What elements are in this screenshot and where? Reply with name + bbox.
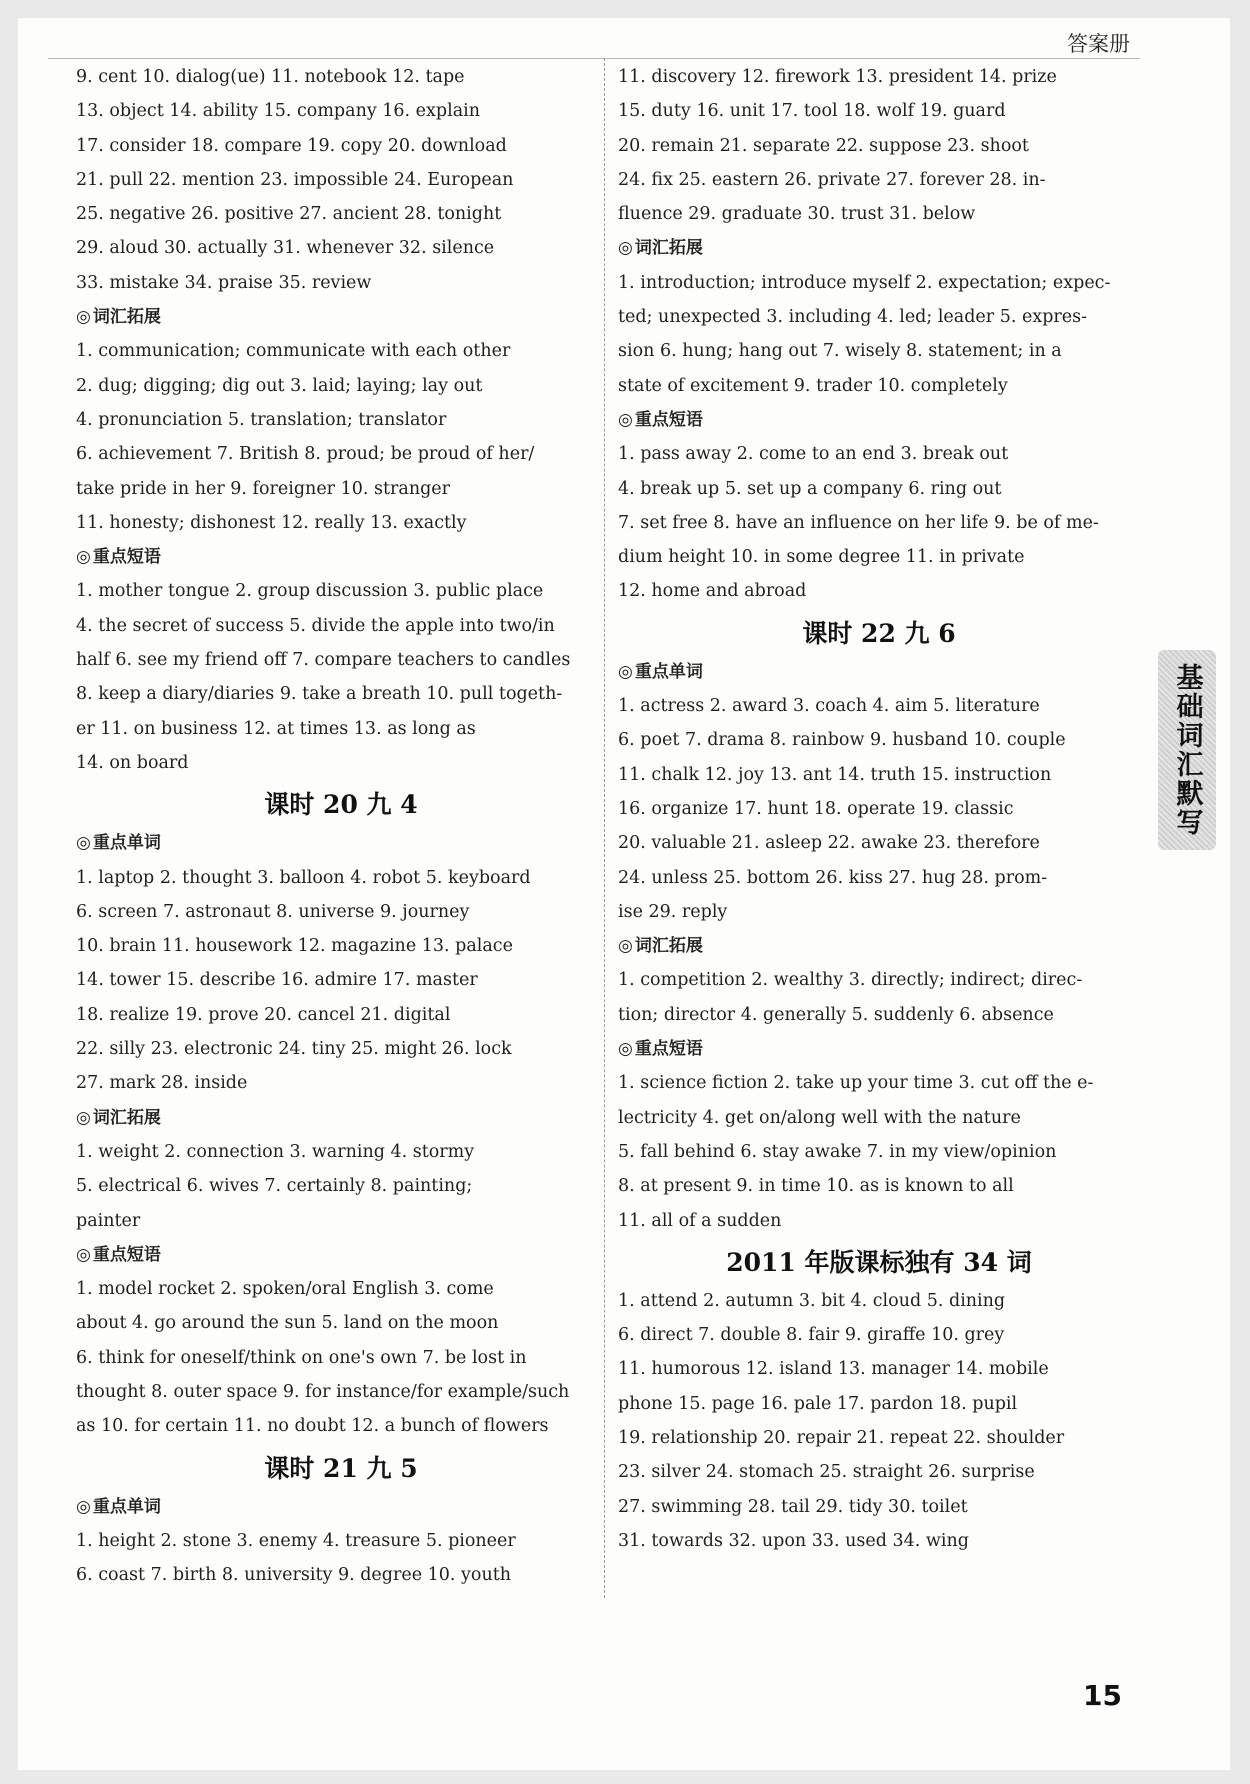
answer-line: half 6. see my friend off 7. compare teachers to candles <box>76 650 571 671</box>
answer-line: 6. poet 7. drama 8. rainbow 9. husband 10. couple <box>618 730 1066 751</box>
answer-line: painter <box>76 1210 141 1231</box>
lesson-title: 2011 年版课标独有 34 词 <box>726 1247 1032 1277</box>
section-heading: ◎ 重点单词 <box>76 826 606 860</box>
answer-line: 4. pronunciation 5. translation; translator <box>76 409 447 430</box>
answer-line: sion 6. hung; hang out 7. wisely 8. statement; in a <box>618 341 1062 362</box>
answer-line: phone 15. page 16. pale 17. pardon 18. pupil <box>618 1393 1018 1414</box>
answer-line: 1. laptop 2. thought 3. balloon 4. robot 5. keyboard <box>76 867 531 888</box>
answer-line: 14. on board <box>76 752 189 773</box>
answer-line: 6. direct 7. double 8. fair 9. giraffe 10. grey <box>618 1325 1005 1346</box>
answer-line: 9. cent 10. dialog(ue) 11. notebook 12. tape <box>76 67 465 87</box>
answer-line: 25. negative 26. positive 27. ancient 28. tonight <box>76 204 502 225</box>
lesson-title: 课时 21 九 5 <box>264 1453 418 1483</box>
answer-line: 5. electrical 6. wives 7. certainly 8. painting; <box>76 1176 473 1197</box>
answer-line: 24. fix 25. eastern 26. private 27. forever 28. in- <box>618 169 1046 190</box>
section-heading: ◎ 重点短语 <box>618 403 1140 437</box>
lesson-title: 课时 20 九 4 <box>264 790 418 820</box>
answer-line: 1. actress 2. award 3. coach 4. aim 5. literature <box>618 696 1040 717</box>
header-label: 答案册 <box>1067 32 1130 56</box>
answer-line: 31. towards 32. upon 33. used 34. wing <box>618 1530 969 1551</box>
answer-line: 20. remain 21. separate 22. suppose 23. shoot <box>618 135 1029 156</box>
answer-line: ted; unexpected 3. including 4. led; leader 5. expres- <box>618 307 1088 328</box>
answer-line: 1. mother tongue 2. group discussion 3. public place <box>76 581 544 602</box>
answer-line: about 4. go around the sun 5. land on the moon <box>76 1313 499 1334</box>
answer-line: 1. competition 2. wealthy 3. directly; indirect; direc- <box>618 970 1083 991</box>
answer-line: 17. consider 18. compare 19. copy 20. download <box>76 135 507 156</box>
answer-line: 23. silver 24. stomach 25. straight 26. surprise <box>618 1462 1035 1483</box>
lesson-title: 课时 22 九 6 <box>802 618 956 648</box>
answer-line: 1. model rocket 2. spoken/oral English 3. come <box>76 1279 494 1300</box>
answer-line: 11. all of a sudden <box>618 1210 782 1231</box>
answer-line: 4. break up 5. set up a company 6. ring out <box>618 478 1002 499</box>
answer-line: er 11. on business 12. at times 13. as long as <box>76 718 476 739</box>
answer-line: 6. achievement 7. British 8. proud; be proud of her/ <box>76 444 535 465</box>
answer-line: 22. silly 23. electronic 24. tiny 25. might 26. lock <box>76 1039 512 1060</box>
answer-line: dium height 10. in some degree 11. in private <box>618 547 1025 568</box>
answer-line: 29. aloud 30. actually 31. whenever 32. silence <box>76 238 495 259</box>
answer-line: as 10. for certain 11. no doubt 12. a bunch of flowers <box>76 1416 549 1437</box>
answer-line: 24. unless 25. bottom 26. kiss 27. hug 28. prom- <box>618 867 1048 888</box>
section-heading: ◎ 词汇拓展 <box>618 929 1140 963</box>
answer-line: 8. keep a diary/diaries 9. take a breath 10. pull togeth- <box>76 684 563 705</box>
section-heading: ◎ 重点短语 <box>76 540 606 574</box>
answer-line: 11. honesty; dishonest 12. really 13. exactly <box>76 512 467 533</box>
column-divider <box>604 58 605 1598</box>
answer-line: 11. humorous 12. island 13. manager 14. mobile <box>618 1359 1049 1380</box>
answer-line: 10. brain 11. housework 12. magazine 13. palace <box>76 936 513 957</box>
answer-line: 1. weight 2. connection 3. warning 4. stormy <box>76 1141 475 1162</box>
section-heading: ◎ 词汇拓展 <box>76 300 606 334</box>
section-heading: ◎ 重点短语 <box>76 1238 606 1272</box>
section-heading: ◎ 重点单词 <box>618 655 1140 689</box>
side-tab: 基础词汇默写 <box>1158 650 1216 850</box>
answer-line: 1. science fiction 2. take up your time 3. cut off the e- <box>618 1073 1094 1094</box>
answer-line: 15. duty 16. unit 17. tool 18. wolf 19. guard <box>618 101 1006 122</box>
page-number: 15 <box>1083 1679 1122 1712</box>
answer-line: 1. communication; communicate with each other <box>76 341 511 362</box>
answer-line: 4. the secret of success 5. divide the apple into two/in <box>76 615 555 636</box>
answer-line: state of excitement 9. trader 10. completely <box>618 375 1008 396</box>
answer-line: 11. chalk 12. joy 13. ant 14. truth 15. instruction <box>618 764 1052 785</box>
section-heading: ◎ 词汇拓展 <box>76 1101 606 1135</box>
answer-line: 27. swimming 28. tail 29. tidy 30. toilet <box>618 1496 968 1517</box>
answer-line: 33. mistake 34. praise 35. review <box>76 272 372 293</box>
answer-line: 7. set free 8. have an influence on her life 9. be of me- <box>618 512 1099 533</box>
section-heading: ◎ 重点单词 <box>76 1490 606 1524</box>
answer-line: 6. coast 7. birth 8. university 9. degree 10. youth <box>76 1565 512 1586</box>
answer-line: 1. introduction; introduce myself 2. expectation; expec- <box>618 272 1111 293</box>
answer-line: 2. dug; digging; dig out 3. laid; laying; lay out <box>76 375 483 396</box>
answer-line: 20. valuable 21. asleep 22. awake 23. therefore <box>618 833 1040 854</box>
answer-line: 8. at present 9. in time 10. as is known to all <box>618 1176 1014 1197</box>
answer-line: 16. organize 17. hunt 18. operate 19. classic <box>618 798 1014 819</box>
answer-line: tion; director 4. generally 5. suddenly 6. absence <box>618 1004 1054 1025</box>
answer-line: thought 8. outer space 9. for instance/for example/such <box>76 1381 570 1402</box>
answer-line: 14. tower 15. describe 16. admire 17. master <box>76 970 478 991</box>
answer-line: 1. attend 2. autumn 3. bit 4. cloud 5. dining <box>618 1290 1006 1311</box>
answer-line: 6. screen 7. astronaut 8. universe 9. journey <box>76 901 470 922</box>
answer-line: fluence 29. graduate 30. trust 31. below <box>618 204 976 225</box>
answer-line: 27. mark 28. inside <box>76 1073 248 1094</box>
answer-line: 13. object 14. ability 15. company 16. explain <box>76 101 481 122</box>
answer-line: 21. pull 22. mention 23. impossible 24. European <box>76 169 514 190</box>
answer-line: take pride in her 9. foreigner 10. stranger <box>76 478 451 499</box>
answer-line: 1. height 2. stone 3. enemy 4. treasure 5. pioneer <box>76 1530 516 1551</box>
answer-line: 12. home and abroad <box>618 581 807 602</box>
answer-line: ise 29. reply <box>618 901 728 922</box>
answer-line: 6. think for oneself/think on one's own 7. be lost in <box>76 1347 527 1368</box>
answer-line: 1. pass away 2. come to an end 3. break out <box>618 444 1009 465</box>
answer-line: lectricity 4. get on/along well with the nature <box>618 1107 1021 1128</box>
answer-line: 5. fall behind 6. stay awake 7. in my view/opinion <box>618 1141 1057 1162</box>
answer-line: 18. realize 19. prove 20. cancel 21. digital <box>76 1004 451 1025</box>
right-column <box>618 60 1140 1558</box>
answer-line: 11. discovery 12. firework 13. president 14. prize <box>618 67 1057 87</box>
section-heading: ◎ 词汇拓展 <box>618 231 1140 265</box>
answer-page <box>18 18 1230 1770</box>
section-heading: ◎ 重点短语 <box>618 1032 1140 1066</box>
answer-line: 19. relationship 20. repair 21. repeat 22. shoulder <box>618 1427 1065 1448</box>
left-column <box>76 60 606 1592</box>
header-rule <box>48 58 1140 59</box>
